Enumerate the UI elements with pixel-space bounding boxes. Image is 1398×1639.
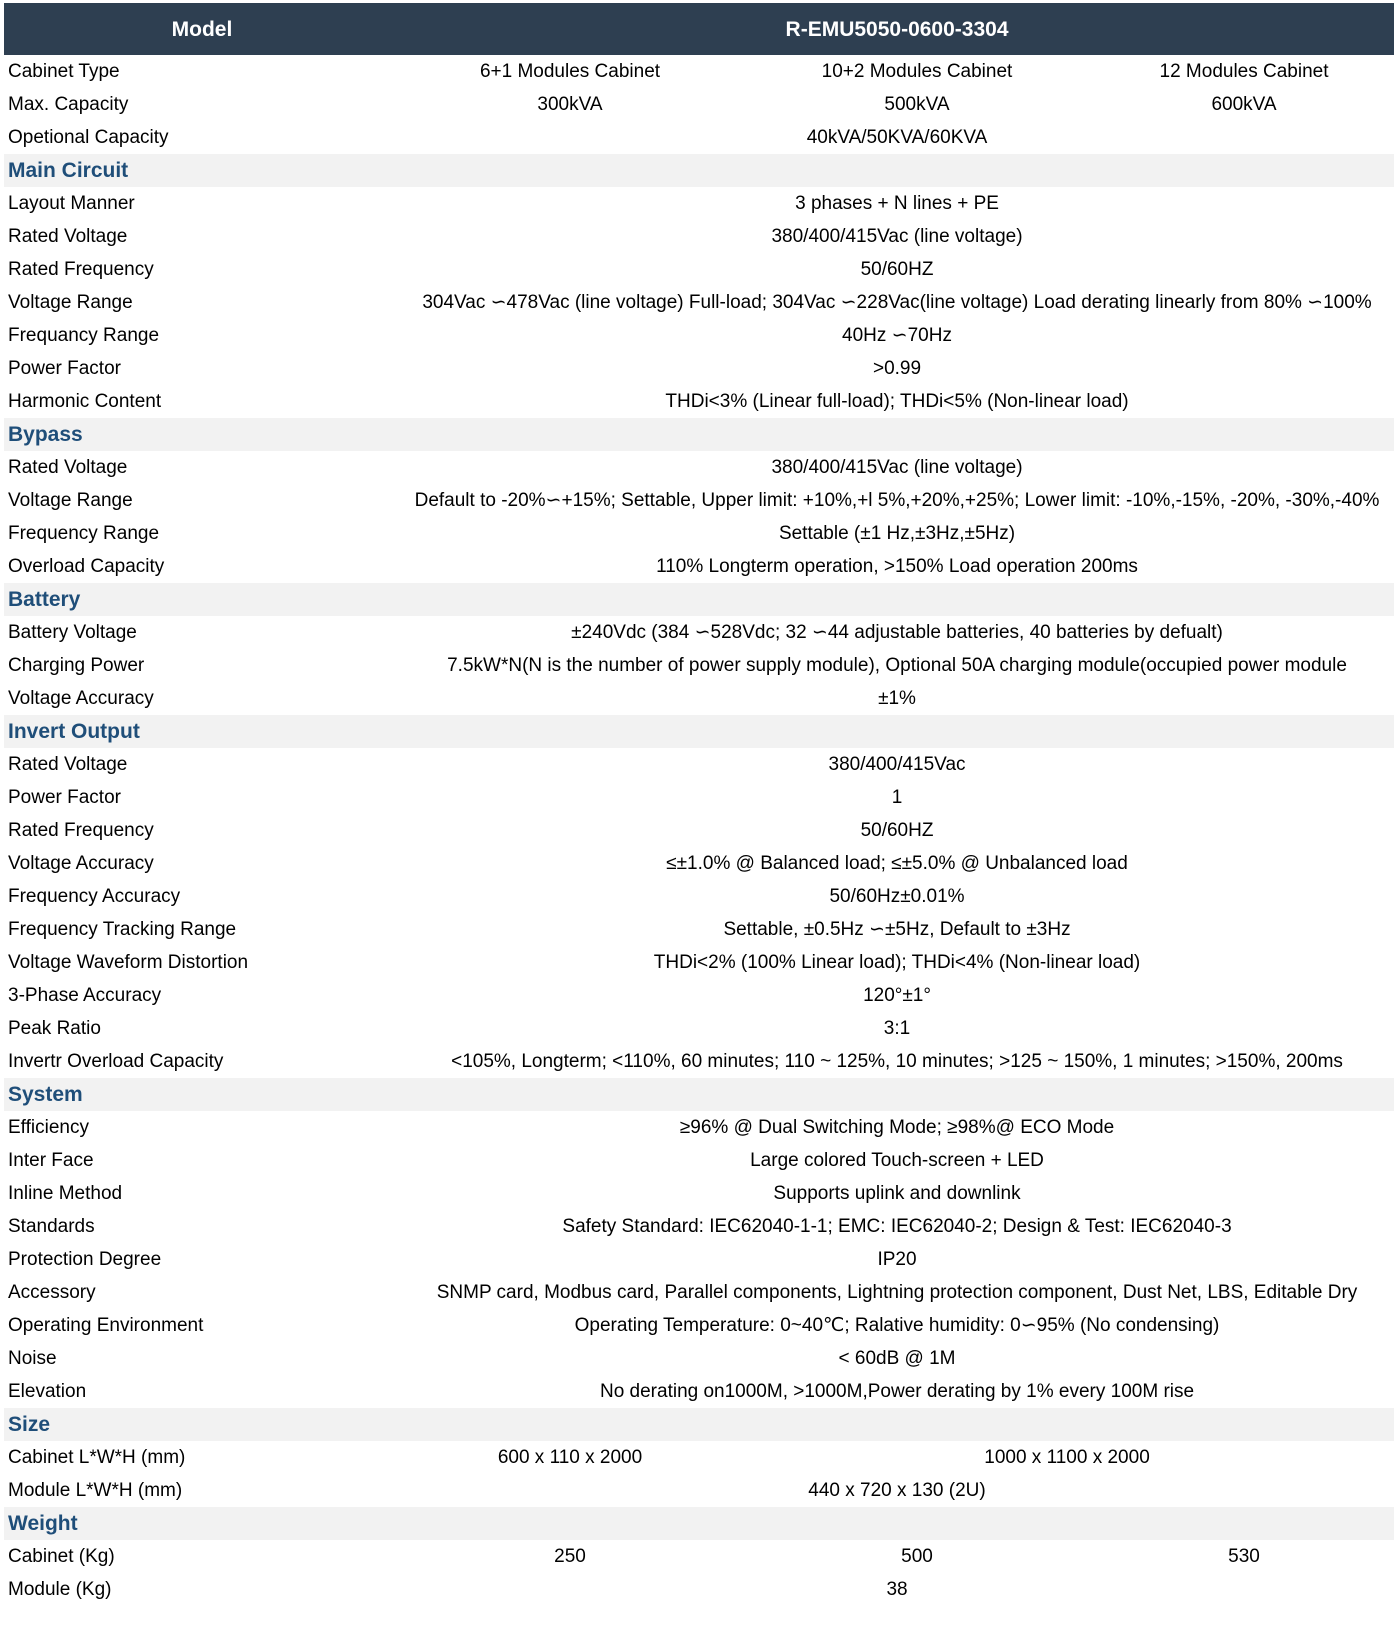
spec-value: Supports uplink and downlink — [773, 1183, 1021, 1204]
table-row — [4, 121, 1394, 154]
spec-value: < 60dB @ 1M — [838, 1348, 956, 1369]
spec-value: ±240Vdc (384 ∽528Vdc; 32 ∽44 adjustable batteries, 40 batteries by defualt) — [571, 622, 1223, 643]
table-row — [4, 1111, 1394, 1144]
spec-label: Voltage Range — [8, 490, 133, 511]
table-row — [4, 682, 1394, 715]
spec-value: ≥96% @ Dual Switching Mode; ≥98%@ ECO Mode — [679, 1117, 1115, 1138]
table-row — [4, 1375, 1394, 1408]
spec-label: Opetional Capacity — [8, 127, 169, 148]
spec-value: 120°±1° — [863, 985, 931, 1006]
spec-value: Safety Standard: IEC62040-1-1; EMC: IEC62040-2; Design & Test: IEC62040-3 — [562, 1216, 1232, 1237]
spec-value: 304Vac ∽478Vac (line voltage) Full-load; 304Vac ∽228Vac(line voltage) Load derating linearly from 80% ∽100% — [422, 292, 1372, 313]
spec-label: Cabinet L*W*H (mm) — [8, 1447, 186, 1468]
spec-value: 110% Longterm operation, >150% Load operation 200ms — [656, 556, 1138, 577]
spec-label: Frequency Range — [8, 523, 160, 544]
spec-value: 500 — [901, 1546, 933, 1567]
spec-label: Power Factor — [8, 787, 121, 808]
table-row — [4, 1210, 1394, 1243]
spec-label: Power Factor — [8, 358, 121, 379]
table-header — [4, 3, 1394, 55]
spec-label: Efficiency — [8, 1117, 89, 1138]
spec-value: Settable, ±0.5Hz ∽±5Hz, Default to ±3Hz — [723, 919, 1071, 940]
spec-label: Frequancy Range — [8, 325, 160, 346]
spec-label: Overload Capacity — [8, 556, 165, 577]
table-row — [4, 1045, 1394, 1078]
spec-label: Protection Degree — [8, 1249, 162, 1270]
spec-value: 300kVA — [537, 94, 603, 115]
spec-label: Module L*W*H (mm) — [8, 1480, 183, 1501]
table-row — [4, 1144, 1394, 1177]
spec-value: Operating Temperature: 0~40℃; Ralative humidity: 0∽95% (No condensing) — [574, 1315, 1220, 1336]
spec-value: Default to -20%∽+15%; Settable, Upper limit: +10%,+l 5%,+20%,+25%; Lower limit: -10%,-15%, -20%, -30%,-40% — [414, 490, 1380, 511]
spec-value: 3 phases + N lines + PE — [795, 193, 999, 214]
spec-value: No derating on1000M, >1000M,Power derating by 1% every 100M rise — [599, 1381, 1195, 1402]
table-row — [4, 1243, 1394, 1276]
spec-label: Voltage Waveform Distortion — [8, 952, 249, 973]
table-row — [4, 946, 1394, 979]
spec-value: 600kVA — [1211, 94, 1277, 115]
spec-value: 50/60HZ — [860, 820, 934, 841]
table-row — [4, 385, 1394, 418]
table-row — [4, 1012, 1394, 1045]
spec-label: Voltage Accuracy — [8, 688, 154, 709]
section-header — [4, 154, 1394, 187]
table-row — [4, 1540, 1394, 1573]
spec-label: Charging Power — [8, 655, 145, 676]
spec-label: Voltage Range — [8, 292, 133, 313]
spec-value: 12 Modules Cabinet — [1159, 61, 1329, 82]
table-row — [4, 1474, 1394, 1507]
spec-value: IP20 — [877, 1249, 917, 1270]
spec-value: ≤±1.0% @ Balanced load; ≤±5.0% @ Unbalanced load — [666, 853, 1128, 874]
spec-value: 250 — [554, 1546, 586, 1567]
section-title: Main Circuit — [4, 154, 1394, 187]
table-row — [4, 781, 1394, 814]
spec-label: Voltage Accuracy — [8, 853, 154, 874]
table-row — [4, 352, 1394, 385]
table-row — [4, 286, 1394, 319]
spec-label: Layout Manner — [8, 193, 135, 214]
spec-label: Max. Capacity — [8, 94, 129, 115]
table-row — [4, 1276, 1394, 1309]
spec-label: Elevation — [8, 1381, 87, 1402]
table-row — [4, 517, 1394, 550]
spec-value: 7.5kW*N(N is the number of power supply module), Optional 50A charging module(occupied power module — [447, 655, 1347, 676]
table-row — [4, 220, 1394, 253]
spec-value: 40kVA/50KVA/60KVA — [806, 127, 988, 148]
spec-label: Standards — [8, 1216, 95, 1237]
spec-label: Rated Voltage — [8, 226, 128, 247]
spec-value: >0.99 — [872, 358, 922, 379]
spec-value: 10+2 Modules Cabinet — [821, 61, 1013, 82]
spec-label: Inter Face — [8, 1150, 94, 1171]
section-header — [4, 1507, 1394, 1540]
spec-value: Large colored Touch-screen + LED — [750, 1150, 1044, 1171]
spec-value: 600 x 110 x 2000 — [497, 1447, 643, 1468]
spec-value: 530 — [1228, 1546, 1260, 1567]
table-row — [4, 748, 1394, 781]
spec-value: SNMP card, Modbus card, Parallel components, Lightning protection component, Dust Net, LBS, Editable Dry — [436, 1282, 1358, 1303]
table-row — [4, 616, 1394, 649]
spec-label: Rated Frequency — [8, 820, 154, 841]
spec-value: ±1% — [878, 688, 916, 709]
spec-label: Inline Method — [8, 1183, 123, 1204]
table-row — [4, 880, 1394, 913]
spec-label: Invertr Overload Capacity — [8, 1051, 224, 1072]
table-row — [4, 550, 1394, 583]
section-title: System — [4, 1078, 1394, 1111]
section-title: Size — [4, 1408, 1394, 1441]
spec-value: 1 — [891, 787, 903, 808]
table-row — [4, 1342, 1394, 1375]
model-value: R-EMU5050-0600-3304 — [400, 3, 1394, 55]
spec-value: 3:1 — [883, 1018, 911, 1039]
table-row — [4, 55, 1394, 88]
section-title: Battery — [4, 583, 1394, 616]
section-title: Bypass — [4, 418, 1394, 451]
spec-value: 40Hz ∽70Hz — [842, 325, 952, 346]
spec-label: 3-Phase Accuracy — [8, 985, 162, 1006]
spec-label: Frequency Tracking Range — [8, 919, 237, 940]
table-row — [4, 1177, 1394, 1210]
spec-value: Settable (±1 Hz,±3Hz,±5Hz) — [778, 523, 1016, 544]
section-header — [4, 1408, 1394, 1441]
table-row — [4, 847, 1394, 880]
spec-label: Accessory — [8, 1282, 96, 1303]
spec-label: Module (Kg) — [8, 1579, 112, 1600]
table-row — [4, 1573, 1394, 1606]
table-row — [4, 814, 1394, 847]
spec-value: 380/400/415Vac (line voltage) — [771, 457, 1023, 478]
table-row — [4, 913, 1394, 946]
section-header — [4, 418, 1394, 451]
spec-table — [4, 3, 1394, 1606]
spec-value: 50/60HZ — [860, 259, 934, 280]
table-row — [4, 649, 1394, 682]
section-header — [4, 1078, 1394, 1111]
table-row — [4, 1309, 1394, 1342]
section-title: Invert Output — [4, 715, 1394, 748]
section-title: Weight — [4, 1507, 1394, 1540]
spec-value: 38 — [886, 1579, 908, 1600]
spec-label: Frequency Accuracy — [8, 886, 181, 907]
table-row — [4, 187, 1394, 220]
table-row — [4, 1441, 1394, 1474]
section-header — [4, 715, 1394, 748]
spec-body — [4, 55, 1394, 1606]
spec-value: THDi<2% (100% Linear load); THDi<4% (Non-linear load) — [653, 952, 1141, 973]
spec-label: Battery Voltage — [8, 622, 137, 643]
spec-value: 380/400/415Vac (line voltage) — [771, 226, 1023, 247]
table-row — [4, 979, 1394, 1012]
model-label: Model — [4, 3, 400, 55]
spec-value: 380/400/415Vac — [828, 754, 966, 775]
table-row — [4, 484, 1394, 517]
spec-value: <105%, Longterm; <110%, 60 minutes; 110 ~ 125%, 10 minutes; >125 ~ 150%, 1 minutes; >150%, 200ms — [451, 1051, 1343, 1072]
spec-value: 6+1 Modules Cabinet — [479, 61, 661, 82]
spec-label: Peak Ratio — [8, 1018, 101, 1039]
spec-label: Rated Voltage — [8, 457, 128, 478]
table-row — [4, 319, 1394, 352]
spec-label: Operating Environment — [8, 1315, 204, 1336]
table-row — [4, 253, 1394, 286]
spec-value: 500kVA — [884, 94, 950, 115]
table-row — [4, 88, 1394, 121]
table-row — [4, 451, 1394, 484]
section-header — [4, 583, 1394, 616]
spec-label: Noise — [8, 1348, 57, 1369]
spec-value: 1000 x 1100 x 2000 — [984, 1447, 1150, 1468]
spec-label: Cabinet (Kg) — [8, 1546, 115, 1567]
spec-label: Harmonic Content — [8, 391, 162, 412]
spec-label: Cabinet Type — [8, 61, 120, 82]
spec-label: Rated Voltage — [8, 754, 128, 775]
spec-value: 50/60Hz±0.01% — [829, 886, 965, 907]
spec-value: 440 x 720 x 130 (2U) — [808, 1480, 986, 1501]
spec-value: THDi<3% (Linear full-load); THDi<5% (Non-linear load) — [665, 391, 1129, 412]
spec-label: Rated Frequency — [8, 259, 154, 280]
